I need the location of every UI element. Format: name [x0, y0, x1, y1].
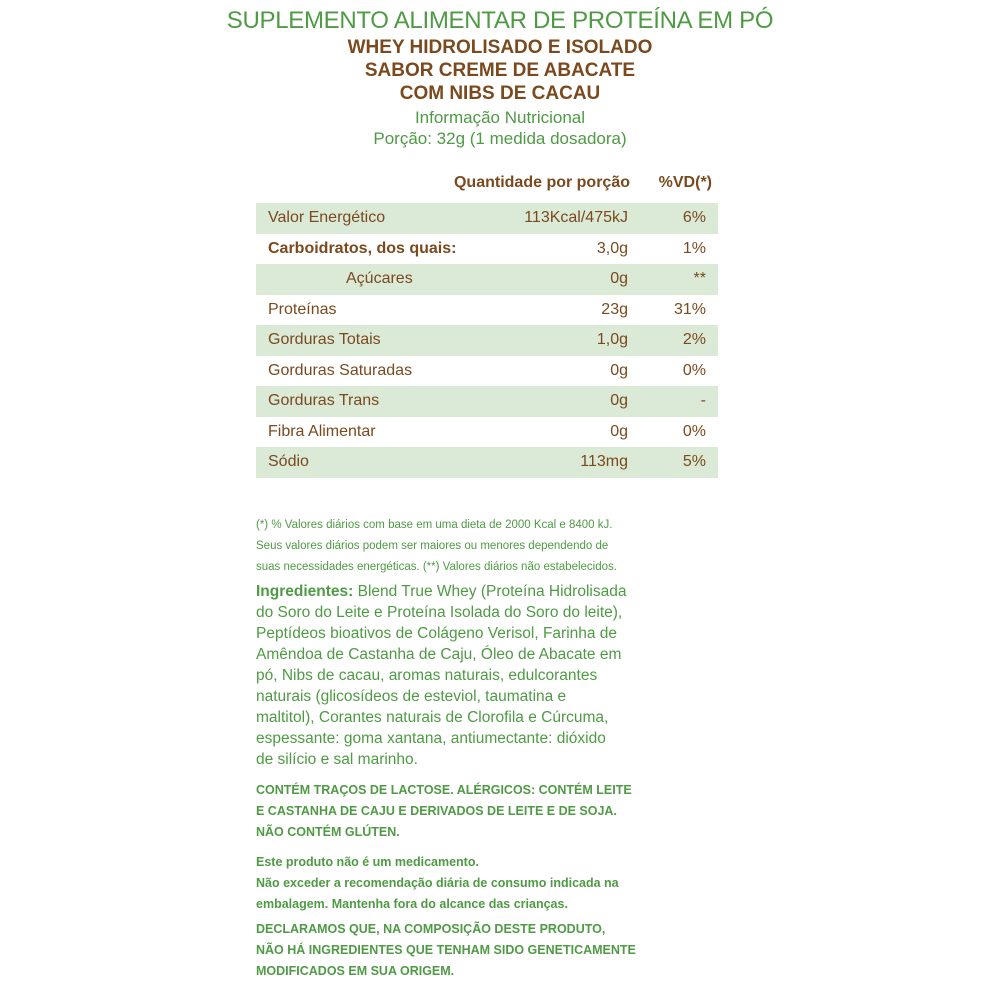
nutrient-name: Gorduras Totais [268, 331, 381, 348]
allergen-line: CONTÉM TRAÇOS DE LACTOSE. ALÉRGICOS: CONTÉM LEITE [256, 783, 632, 797]
subtitle-line: WHEY HIDROLISADO E ISOLADO [347, 37, 653, 58]
table-row [256, 295, 718, 326]
table-row [256, 203, 718, 234]
ingredients-line: maltitol), Corantes naturais de Clorofila e Cúrcuma, [256, 709, 609, 726]
product-subtitle [0, 36, 1000, 105]
nutrient-daily-value: 6% [682, 209, 706, 226]
nutrient-daily-value: 1% [682, 239, 706, 257]
ingredients-line: de silício e sal marinho. [256, 751, 418, 768]
nutrient-daily-value: ** [693, 270, 706, 287]
nutrient-name: Fibra Alimentar [268, 422, 376, 440]
ingredients-text: Blend True Whey (Proteína Hidrolisada [357, 583, 627, 600]
nutrient-amount: 3,0g [596, 239, 628, 257]
ingredients-line: Amêndoa de Castanha de Caju, Óleo de Abacate em [256, 646, 622, 663]
gmo-line: DECLARAMOS QUE, NA COMPOSIÇÃO DESTE PRODUTO, [256, 922, 606, 936]
gmo-line: NÃO HÁ INGREDIENTES QUE TENHAM SIDO GENETICAMENTE [256, 943, 636, 957]
serving-size: Porção: 32g (1 medida dosadora) [373, 129, 627, 148]
column-header-daily-value: %VD(*) [658, 174, 712, 191]
nutrient-amount: 113Kcal/475kJ [524, 209, 628, 226]
info-title: Informação Nutricional [414, 108, 586, 127]
gmo-line: MODIFICADOS EM SUA ORIGEM. [256, 964, 455, 978]
nutrient-daily-value: 2% [682, 331, 706, 348]
ingredients-line [256, 581, 726, 602]
nutrient-amount: 0g [610, 392, 628, 409]
allergen-warning [256, 780, 726, 843]
ingredients-line: naturais (glicosídeos de esteviol, taumatina e [256, 688, 567, 705]
warning-line: embalagem. Mantenha fora do alcance das crianças. [256, 897, 568, 911]
nutrient-daily-value: 5% [682, 453, 706, 470]
footnote-line: suas necessidades energéticas. (**) Valores diários não estabelecidos. [256, 561, 617, 573]
table-row [256, 447, 718, 478]
nutrient-daily-value: 31% [673, 300, 706, 318]
nutrient-amount: 23g [601, 300, 628, 318]
allergen-line: E CASTANHA DE CAJU E DERIVADOS DE LEITE E DE SOJA. [256, 804, 617, 818]
nutrient-name: Proteínas [268, 300, 337, 318]
table-row [256, 386, 718, 417]
nutrient-amount: 113mg [580, 453, 628, 470]
subtitle-line: SABOR CREME DE ABACATE [364, 60, 636, 81]
nutrient-amount: 1,0g [596, 331, 628, 348]
footnote-line: Seus valores diários podem ser maiores ou menores dependendo de [256, 540, 609, 552]
nutrient-name: Açúcares [346, 270, 413, 287]
nutrition-table [256, 203, 718, 478]
ingredients-line: espessante: goma xantana, antiumectante: dióxido [256, 730, 606, 747]
nutrient-daily-value: 0% [682, 361, 706, 379]
daily-value-footnote [256, 515, 726, 578]
ingredients-line: Peptídeos bioativos de Colágeno Verisol, Farinha de [256, 625, 618, 642]
table-row [256, 325, 718, 356]
warning-line: Este produto não é um medicamento. [256, 855, 479, 869]
nutrient-amount: 0g [610, 422, 628, 440]
table-row [256, 234, 718, 265]
nutrient-amount: 0g [610, 361, 628, 379]
nutrition-table-header [256, 170, 718, 198]
product-title: SUPLEMENTO ALIMENTAR DE PROTEÍNA EM PÓ [226, 7, 774, 34]
table-row [256, 417, 718, 448]
ingredients-list [256, 581, 726, 770]
nutrition-info-heading [0, 107, 1000, 149]
allergen-line: NÃO CONTÉM GLÚTEN. [256, 825, 400, 839]
nutrient-name: Gorduras Saturadas [268, 361, 413, 379]
nutrient-name: Sódio [268, 453, 309, 470]
table-row [256, 356, 718, 387]
nutrient-name: Gorduras Trans [268, 392, 380, 409]
nutrient-daily-value: - [700, 392, 706, 409]
table-row [256, 264, 718, 295]
nutrient-name: Carboidratos, dos quais: [268, 239, 457, 257]
ingredients-line: do Soro do Leite e Proteína Isolada do Soro do leite), [256, 604, 623, 621]
footnote-line: (*) % Valores diários com base em uma dieta de 2000 Kcal e 8400 kJ. [256, 519, 613, 531]
subtitle-line: COM NIBS DE CACAU [399, 83, 601, 104]
ingredients-line: pó, Nibs de cacau, aromas naturais, edulcorantes [256, 667, 598, 684]
ingredients-label: Ingredientes: [256, 583, 354, 600]
label-header [0, 6, 1000, 149]
warning-line: Não exceder a recomendação diária de consumo indicada na [256, 876, 619, 890]
usage-warning [256, 852, 726, 915]
nutrient-amount: 0g [610, 270, 628, 287]
nutrient-name: Valor Energético [268, 209, 386, 226]
gmo-declaration [256, 919, 726, 982]
column-header-quantity: Quantidade por porção [453, 174, 630, 191]
nutrient-daily-value: 0% [682, 422, 706, 440]
